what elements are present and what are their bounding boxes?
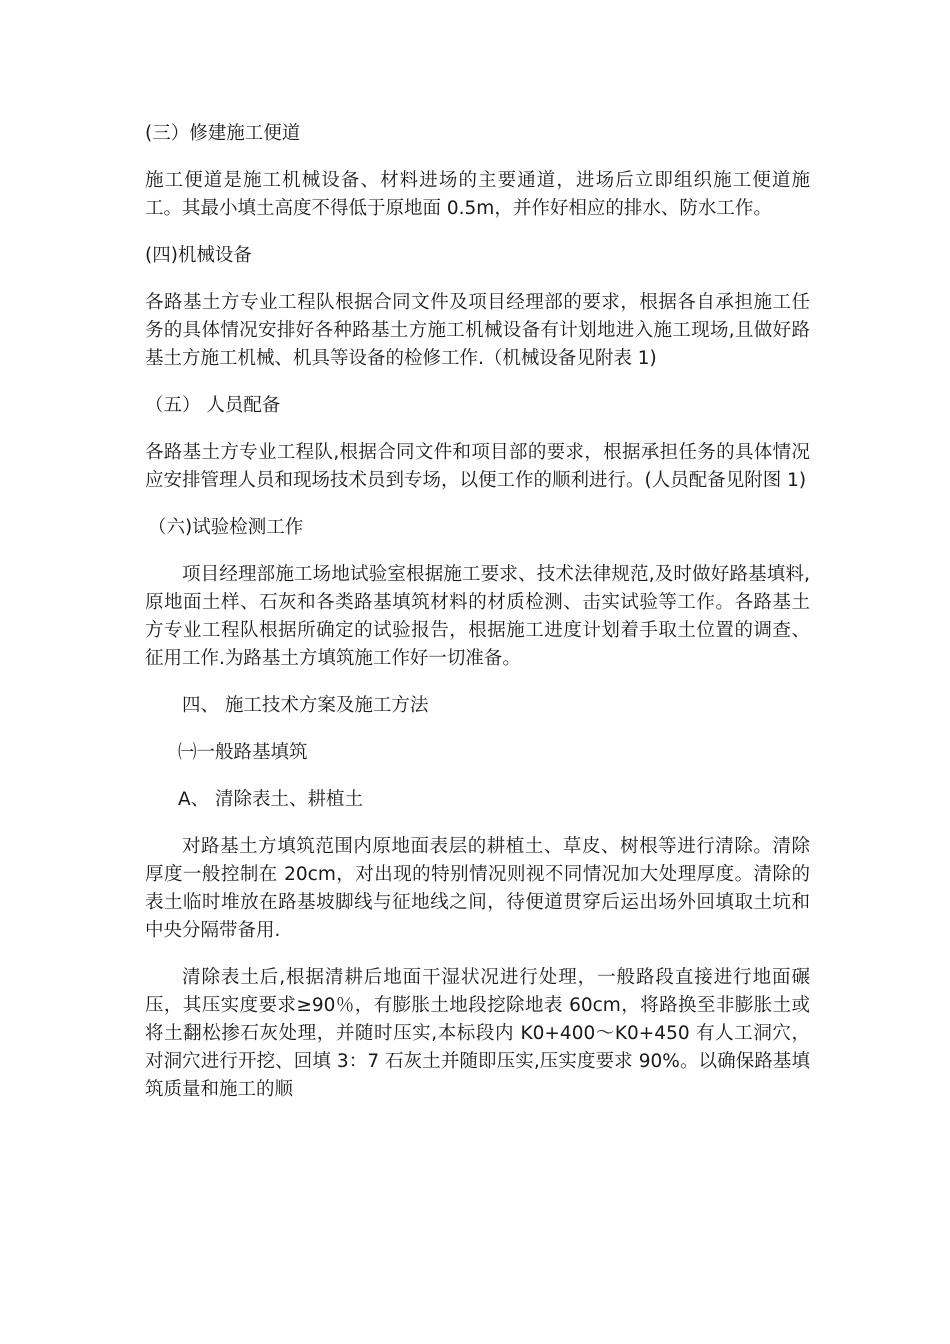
section-heading-testing: （六)试验检测工作 [148,517,304,538]
chapter-heading-technical-plan: 四、 施工技术方案及施工方法 [182,695,429,716]
section-heading-machinery: (四)机械设备 [145,245,252,266]
paragraph-staffing: 各路基土方专业工程队,根据合同文件和项目部的要求，根据承担任务的具体情况应安排管理人员和现场技术员到专场，以便工作的顺利进行。(人员配备见附图 1) [145,442,810,491]
paragraph-testing: 项目经理部施工场地试验室根据施工要求、技术法律规范,及时做好路基填料,原地面土样、石灰和各类路基填筑材料的材质检测、击实试验等工作。各路基土方专业工程队根据所确定的试验报告，根据施工进度计划着手取土位置的调查、征用工作.为路基土方填筑施工作好一切准备。 [145,564,810,669]
paragraph-machinery: 各路基土方专业工程队根据合同文件及项目经理部的要求，根据各自承担施工任务的具体情况安排好各种路基土方施工机械设备有计划地进入施工现场,且做好路基土方施工机械、机具等设备的检修工作.（机械设备见附表 1) [145,292,810,369]
section-heading-staffing: （五） 人员配备 [145,395,281,416]
section-heading-construction-road: (三）修建施工便道 [145,123,301,144]
paragraph-ground-treatment: 清除表土后,根据清耕后地面干湿状况进行处理，一般路段直接进行地面碾压，其压实度要求≥90％，有膨胀土地段挖除地表 60cm，将路换至非膨胀土或将土翻松掺石灰处理，并随时压实,本标段内 K0+400～K0+450 有人工洞穴，对洞穴进行开挖、回填 3：7 石灰土并随即压实,压实度要求 90%。以确保路基填筑质量和施工的顺 [145,967,810,1100]
item-heading-clear-topsoil: A、 清除表土、耕植土 [178,789,364,810]
paragraph-construction-road: 施工便道是施工机械设备、材料进场的主要通道，进场后立即组织施工便道施工。其最小填土高度不得低于原地面 0.5m，并作好相应的排水、防水工作。 [145,170,810,219]
subsection-heading-general-fill: ㈠一般路基填筑 [178,742,308,763]
paragraph-clear-topsoil: 对路基土方填筑范围内原地面表层的耕植土、草皮、树根等进行清除。清除厚度一般控制在 20cm，对出现的特别情况则视不同情况加大处理厚度。清除的表土临时堆放在路基坡脚线与征地线之间，待便道贯穿后运出场外回填取土坑和中央分隔带备用. [145,836,810,941]
document-body [145,120,810,1123]
